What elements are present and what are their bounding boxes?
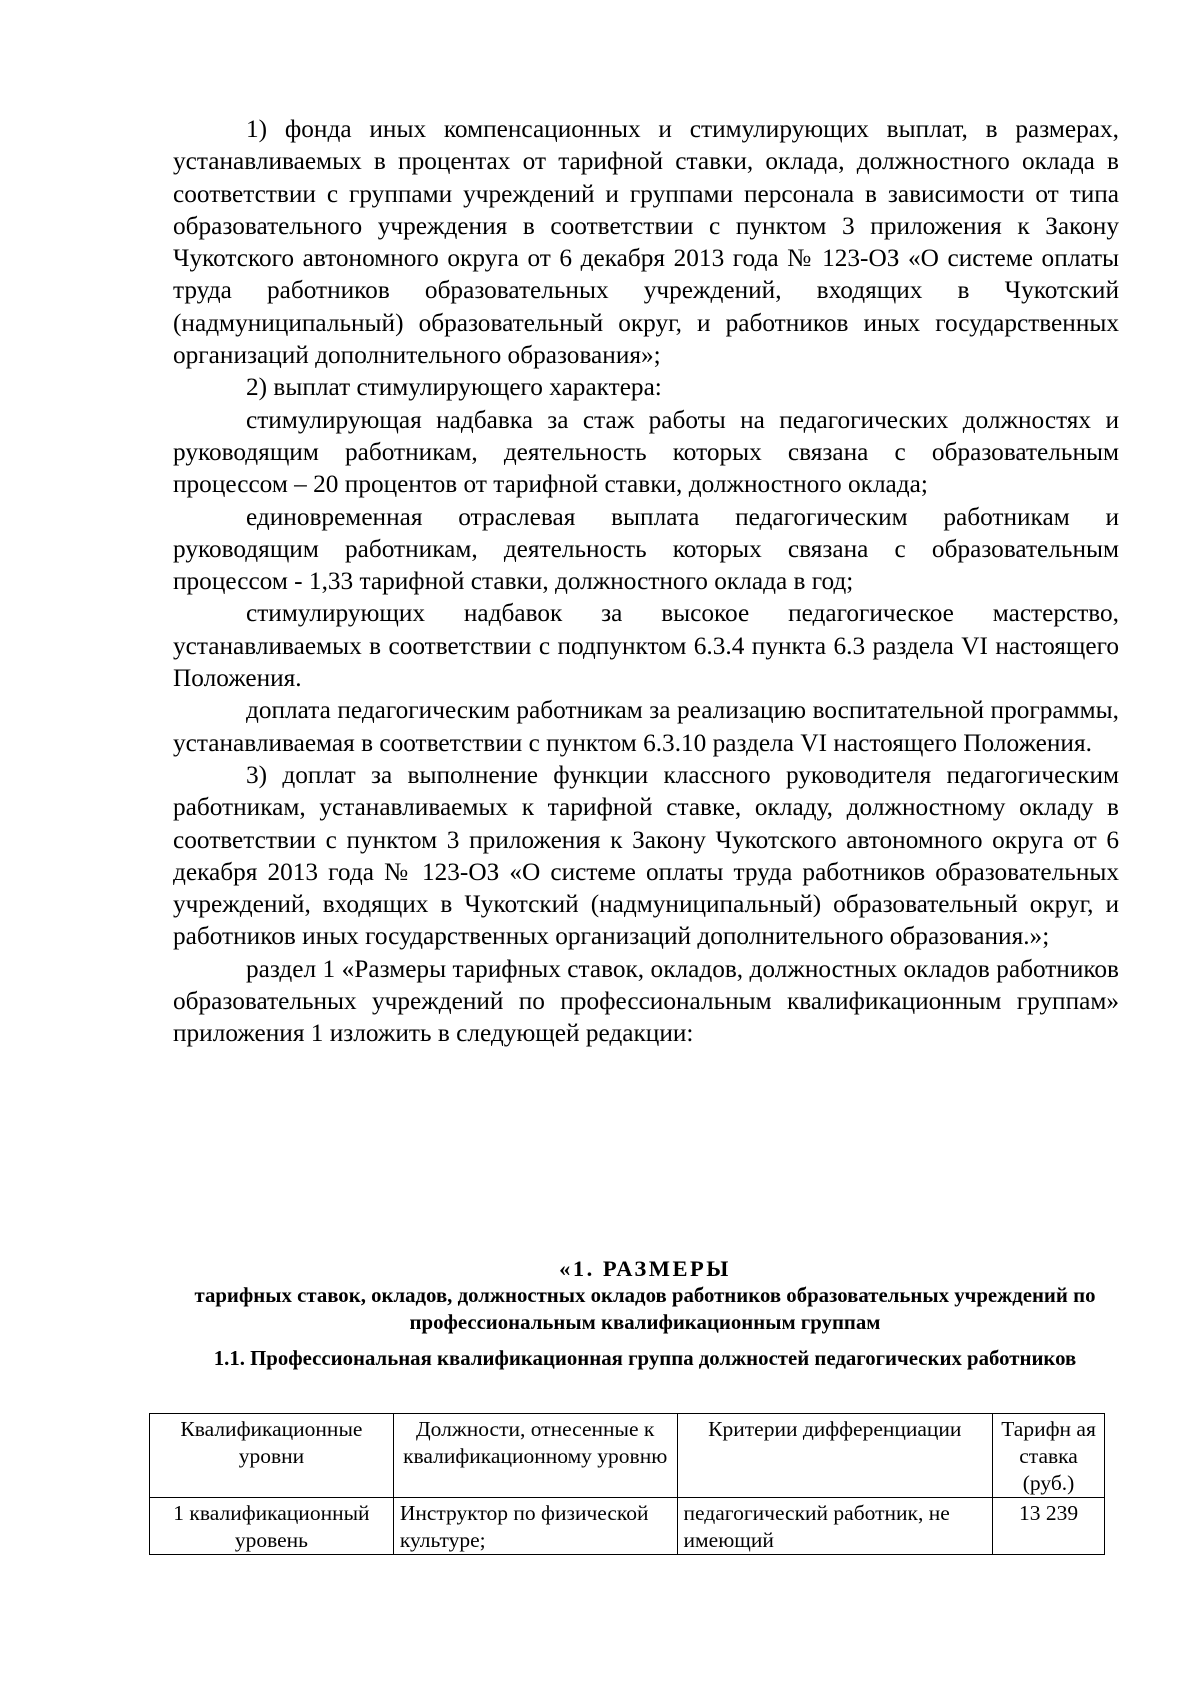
table-cell: 13 239: [993, 1498, 1105, 1555]
document-body: [173, 113, 1119, 1050]
table-header-cell: Квалификационные уровни: [150, 1414, 394, 1498]
heading-title: «1. РАЗМЕРЫ: [559, 1256, 731, 1281]
paragraph-item-1: 1) фонда иных компенсационных и стимулирующих выплат, в размерах, устанавливаемых в процентах от тарифной ставки, оклада, должностного оклада в соответствии с группами учреждений и группами персонала в зависимости от типа образовательного учреждения в соответствии с пунктом 3 приложения к Закону Чукотского автономного округа от 6 декабря 2013 года № 123-ОЗ «О системе оплаты труда работников образовательных учреждений, входящих в Чукотский (надмуниципальный) образовательный округ, и работников иных государственных организаций дополнительного образования»;: [173, 115, 1119, 370]
table-cell: Инструктор по физической культуре;: [393, 1498, 677, 1555]
paragraph-item-3: 3) доплат за выполнение функции классного руководителя педагогическим работникам, устанавливаемых к тарифной ставке, окладу, должностному окладу в соответствии с пунктом 3 приложения к Закону Чукотского автономного округа от 6 декабря 2013 года № 123-ОЗ «О системе оплаты труда работников образовательных учреждений, входящих в Чукотский (надмуниципальный) образовательный округ, и работников иных государственных организаций дополнительного образования.»;: [173, 760, 1119, 951]
paragraph-bonus-seniority: стимулирующая надбавка за стаж работы на педагогических должностях и руководящим работникам, деятельность которых связана с образовательным процессом – 20 процентов от тарифной ставки, должностного оклада;: [173, 405, 1119, 499]
table-row: [150, 1498, 1105, 1555]
table-cell: педагогический работник, не имеющий: [677, 1498, 993, 1555]
table-header-cell: Тарифн ая ставка (руб.): [993, 1414, 1105, 1498]
heading-subsection: 1.1. Профессиональная квалификационная группа должностей педагогических работников: [213, 1347, 1077, 1370]
paragraph-one-time-payment: единовременная отраслевая выплата педагогическим работникам и руководящим работникам, деятельность которых связана с образовательным процессом - 1,33 тарифной ставки, должностного оклада в год;: [173, 502, 1119, 596]
salary-table: [149, 1413, 1105, 1555]
paragraph-item-2: 2) выплат стимулирующего характера:: [246, 373, 662, 402]
section-heading: [140, 1256, 1150, 1372]
table-cell: 1 квалификационный уровень: [150, 1498, 394, 1555]
paragraph-section-amendment: раздел 1 «Размеры тарифных ставок, окладов, должностных окладов работников образовательных учреждений по профессиональным квалификационным группам» приложения 1 изложить в следующей редакции:: [173, 954, 1119, 1048]
paragraph-mastery-bonus: стимулирующих надбавок за высокое педагогическое мастерство, устанавливаемых в соответствии с подпунктом 6.3.4 пункта 6.3 раздела VI настоящего Положения.: [173, 599, 1119, 693]
heading-subtitle: тарифных ставок, окладов, должностных окладов работников образовательных учреждений по профессиональным квалификационным группам: [194, 1284, 1096, 1334]
table-header-cell: Критерии дифференциации: [677, 1414, 993, 1498]
table-header-row: [150, 1414, 1105, 1498]
paragraph-education-program: доплата педагогическим работникам за реализацию воспитательной программы, устанавливаемая в соответствии с пунктом 6.3.10 раздела VI настоящего Положения.: [173, 696, 1119, 757]
table-header-cell: Должности, отнесенные к квалификационному уровню: [393, 1414, 677, 1498]
